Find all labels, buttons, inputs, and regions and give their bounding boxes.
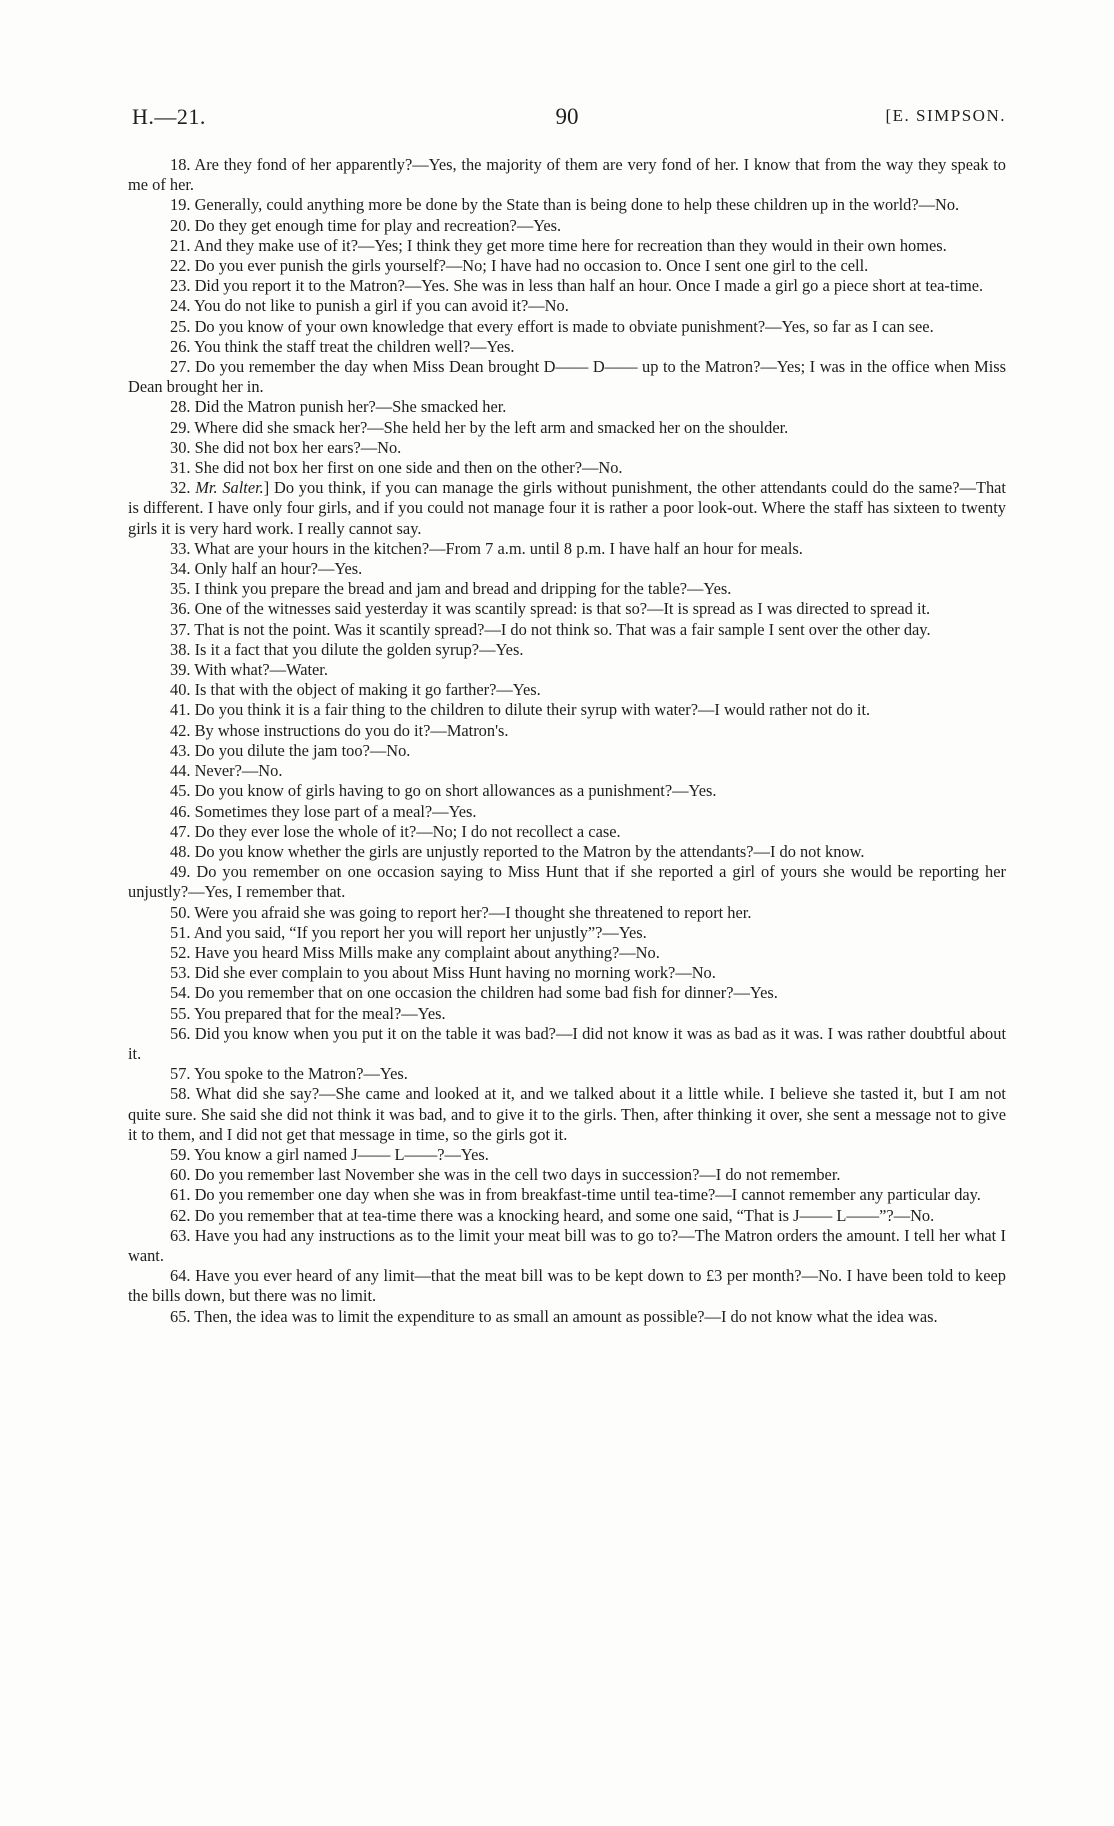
question-number: 54 . [170, 983, 195, 1002]
question-number: 29 . [170, 418, 194, 437]
question-number: 27 . [170, 357, 195, 376]
question-answer-text: What are your hours in the kitchen?—From 7 a.m. until 8 p.m. I have half an hour for meals. [194, 538, 803, 558]
question-answer-item [128, 943, 1006, 963]
question-answer-item [128, 559, 1006, 579]
question-answer-text: And they make use of it?—Yes; I think they get more time here for recreation than they would in their own homes. [193, 235, 947, 255]
question-answer-item [128, 781, 1006, 801]
question-answer-item [128, 1084, 1006, 1145]
question-number: 44 . [170, 761, 195, 780]
question-answer-text: That is not the point. Was it scantily spread?—I do not think so. That was a fair sample I sent over the other day. [194, 619, 931, 639]
question-answer-item [128, 923, 1006, 943]
question-answer-item [128, 317, 1006, 337]
witness-name: [E. SIMPSON. [885, 106, 1006, 125]
question-answer-text: Only half an hour?—Yes. [194, 559, 363, 579]
question-number: 37 . [170, 620, 194, 639]
question-number: 57 . [170, 1064, 194, 1083]
question-answer-item [128, 216, 1006, 236]
question-answer-item [128, 195, 1006, 215]
question-answer-text: Do you know of your own knowledge that every effort is made to obviate punishment?—Yes, so far as I can see. [194, 316, 934, 336]
question-answer-text: Did the Matron punish her?—She smacked her. [194, 397, 507, 417]
question-answer-text: Is it a fact that you dilute the golden syrup?—Yes. [194, 639, 524, 659]
question-number: 46 . [170, 802, 195, 821]
question-answer-item [128, 1307, 1006, 1327]
question-number: 63 . [170, 1226, 195, 1245]
question-answer-text: ] Do you think, if you can manage the girls without punishment, the other attendants could do the same?—That is different. I have only four girls, and if you could not manage four it is rather a poor look-out. Where the staff has sixteen to twenty girls it is very hard work. I really cannot say. [128, 478, 1006, 538]
question-answer-text: Do you ever punish the girls yourself?—No; I have had no occasion to. Once I sent one girl to the cell. [194, 256, 869, 276]
question-answer-item [128, 1206, 1006, 1226]
question-answer-text: What did she say?—She came and looked at it, and we talked about it a little while. I believe she tasted it, but I am not quite sure. She said she did not think it was bad, and to give it to the girls. Then, after thinking it over, she sent a message not to give it to them, and I did not get that message in time, so the girls got it. [128, 1084, 1006, 1144]
question-answer-item [128, 438, 1006, 458]
question-number: 61 . [170, 1185, 195, 1204]
question-number: 41 . [170, 700, 195, 719]
question-number: 22 . [170, 256, 195, 275]
question-number: 55 . [170, 1004, 194, 1023]
question-number: 21 . [170, 236, 194, 255]
question-answer-item [128, 1226, 1006, 1266]
question-number: 24 . [170, 296, 194, 315]
question-answer-item [128, 822, 1006, 842]
question-number: 28 . [170, 397, 195, 416]
page-header [128, 104, 1006, 134]
question-number: 38 . [170, 640, 195, 659]
question-answer-text: Then, the idea was to limit the expenditure to as small an amount as possible?—I do not know what the idea was. [194, 1306, 938, 1326]
question-answer-text: Did you report it to the Matron?—Yes. She was in less than half an hour. Once I made a girl go a piece short at tea-time. [194, 276, 984, 296]
question-answer-text: Do you remember that on one occasion the children had some bad fish for dinner?—Yes. [194, 983, 778, 1003]
question-answer-item [128, 539, 1006, 559]
question-answer-item [128, 660, 1006, 680]
page-number: 90 [555, 104, 579, 129]
question-answer-text: She did not box her ears?—No. [194, 437, 402, 457]
question-answer-item [128, 478, 1006, 539]
question-number: 42 . [170, 721, 195, 740]
question-number: 34 . [170, 559, 195, 578]
question-number: 50 . [170, 903, 194, 922]
question-number: 23 . [170, 276, 195, 295]
question-answer-text: With what?—Water. [194, 660, 328, 680]
question-answer-text: She did not box her first on one side and then on the other?—No. [194, 458, 623, 478]
question-answer-item [128, 620, 1006, 640]
question-answer-text: And you said, “If you report her you will report her unjustly”?—Yes. [193, 922, 647, 942]
question-number: 26 . [170, 337, 194, 356]
question-answer-text: Do they ever lose the whole of it?—No; I do not recollect a case. [194, 821, 621, 841]
question-answer-item [128, 1145, 1006, 1165]
question-answer-text: Have you had any instructions as to the limit your meat bill was to go to?—The Matron orders the amount. I tell her what I want. [128, 1225, 1006, 1265]
question-number: 59 . [170, 1145, 194, 1164]
question-answer-item [128, 579, 1006, 599]
question-number: 39 . [170, 660, 194, 679]
question-answer-text: You prepared that for the meal?—Yes. [193, 1003, 446, 1023]
question-number: 20 . [170, 216, 195, 235]
question-answer-text: One of the witnesses said yesterday it was scantily spread: is that so?—It is spread as I was directed to spread it. [194, 599, 931, 619]
question-answer-item [128, 903, 1006, 923]
question-answer-text: I think you prepare the bread and jam and bread and dripping for the table?—Yes. [194, 579, 732, 599]
question-number: 64 . [170, 1266, 195, 1285]
question-answer-text: Generally, could anything more be done by the State than is being done to help these children up in the world?—No. [194, 195, 960, 215]
question-answer-text: Is that with the object of making it go farther?—Yes. [194, 680, 541, 700]
question-answer-item [128, 397, 1006, 417]
question-answer-item [128, 357, 1006, 397]
question-number: 43 . [170, 741, 195, 760]
question-answer-text: Do you know of girls having to go on short allowances as a punishment?—Yes. [194, 781, 717, 801]
question-number: 48 . [170, 842, 195, 861]
question-answer-item [128, 296, 1006, 316]
question-answer-item [128, 236, 1006, 256]
question-answer-text: Do you remember the day when Miss Dean brought D—— D—— up to the Matron?—Yes; I was in the office when Miss Dean brought her in. [128, 357, 1007, 397]
question-answer-item [128, 418, 1006, 438]
question-answer-item [128, 700, 1006, 720]
question-answer-item [128, 458, 1006, 478]
question-answer-item [128, 276, 1006, 296]
question-answer-text: Are they fond of her apparently?—Yes, the majority of them are very fond of her. I know that from the way they speak to me of her. [128, 155, 1006, 195]
question-number: 58 . [170, 1084, 196, 1103]
question-number: 62 . [170, 1206, 195, 1225]
question-answer-item [128, 963, 1006, 983]
question-number: 35 . [170, 579, 195, 598]
question-answer-item [128, 721, 1006, 741]
question-answer-text: Did she ever complain to you about Miss Hunt having no morning work?—No. [194, 963, 716, 983]
question-answer-text: Where did she smack her?—She held her by the left arm and smacked her on the shoulder. [194, 417, 789, 437]
question-answer-item [128, 983, 1006, 1003]
question-number: 45 . [170, 781, 195, 800]
question-answer-item [128, 842, 1006, 862]
question-answer-item [128, 640, 1006, 660]
question-answer-text: You do not like to punish a girl if you can avoid it?—No. [193, 296, 569, 316]
question-answer-text: You know a girl named J—— L——?—Yes. [193, 1144, 489, 1164]
question-number: 49 . [170, 862, 196, 881]
question-answer-text: By whose instructions do you do it?—Matron's. [194, 720, 509, 740]
question-answer-item [128, 741, 1006, 761]
question-answer-item [128, 862, 1006, 902]
testimony-body [128, 155, 1006, 1327]
question-number: 53 . [170, 963, 195, 982]
question-answer-text: Do you remember last November she was in the cell two days in succession?—I do not remember. [194, 1165, 841, 1185]
question-answer-text: You think the staff treat the children well?—Yes. [193, 336, 515, 356]
question-number: 25 . [170, 317, 195, 336]
question-answer-item [128, 680, 1006, 700]
question-answer-text: Do you remember that at tea-time there was a knocking heard, and some one said, “That is J—— L——”?—No. [194, 1205, 935, 1225]
question-answer-text: Were you afraid she was going to report her?—I thought she threatened to report her. [194, 902, 752, 922]
question-answer-text: Do you remember one day when she was in from breakfast-time until tea-time?—I cannot remember any particular day. [194, 1185, 981, 1205]
question-answer-item [128, 155, 1006, 195]
question-number: 18 . [170, 155, 194, 174]
question-answer-text: You spoke to the Matron?—Yes. [193, 1064, 408, 1084]
question-number: 60 . [170, 1165, 195, 1184]
question-answer-item [128, 1266, 1006, 1306]
question-number: 32 . [170, 478, 195, 497]
question-answer-item [128, 1024, 1006, 1064]
question-number: 31 . [170, 458, 195, 477]
question-answer-item [128, 1165, 1006, 1185]
question-number: 36 . [170, 599, 195, 618]
question-answer-item [128, 1004, 1006, 1024]
question-answer-text: Did you know when you put it on the table it was bad?—I did not know it was as bad as it was. I was rather doubtful about it. [128, 1023, 1006, 1063]
paper-reference: H.—21. [132, 104, 206, 129]
questioner-name: Mr. Salter. [195, 478, 264, 498]
question-answer-text: Sometimes they lose part of a meal?—Yes. [194, 801, 477, 821]
question-answer-text: Do you know whether the girls are unjustly reported to the Matron by the attendants?—I do not know. [194, 841, 865, 861]
question-number: 51 . [170, 923, 194, 942]
question-number: 19 . [170, 195, 195, 214]
question-answer-item [128, 256, 1006, 276]
question-answer-item [128, 1185, 1006, 1205]
question-answer-text: Do they get enough time for play and recreation?—Yes. [194, 215, 562, 235]
question-answer-item [128, 599, 1006, 619]
question-answer-item [128, 1064, 1006, 1084]
question-number: 65 . [170, 1307, 194, 1326]
question-number: 47 . [170, 822, 195, 841]
question-answer-text: Never?—No. [194, 761, 283, 781]
question-answer-text: Do you think it is a fair thing to the children to dilute their syrup with water?—I would rather not do it. [194, 700, 871, 720]
question-number: 30 . [170, 438, 195, 457]
question-number: 33 . [170, 539, 194, 558]
question-answer-item [128, 802, 1006, 822]
question-answer-text: Do you dilute the jam too?—No. [194, 740, 411, 760]
question-answer-text: Do you remember on one occasion saying to Miss Hunt that if she reported a girl of yours she would be reporting her unjustly?—Yes, I remember that. [128, 862, 1006, 902]
question-number: 40 . [170, 680, 195, 699]
question-number: 56 . [170, 1024, 195, 1043]
question-answer-item [128, 337, 1006, 357]
question-answer-text: Have you heard Miss Mills make any complaint about anything?—No. [194, 942, 660, 962]
question-answer-text: Have you ever heard of any limit—that the meat bill was to be kept down to £3 per month?—No. I have been told to keep the bills down, but there was no limit. [128, 1266, 1006, 1306]
question-number: 52 . [170, 943, 195, 962]
question-answer-item [128, 761, 1006, 781]
